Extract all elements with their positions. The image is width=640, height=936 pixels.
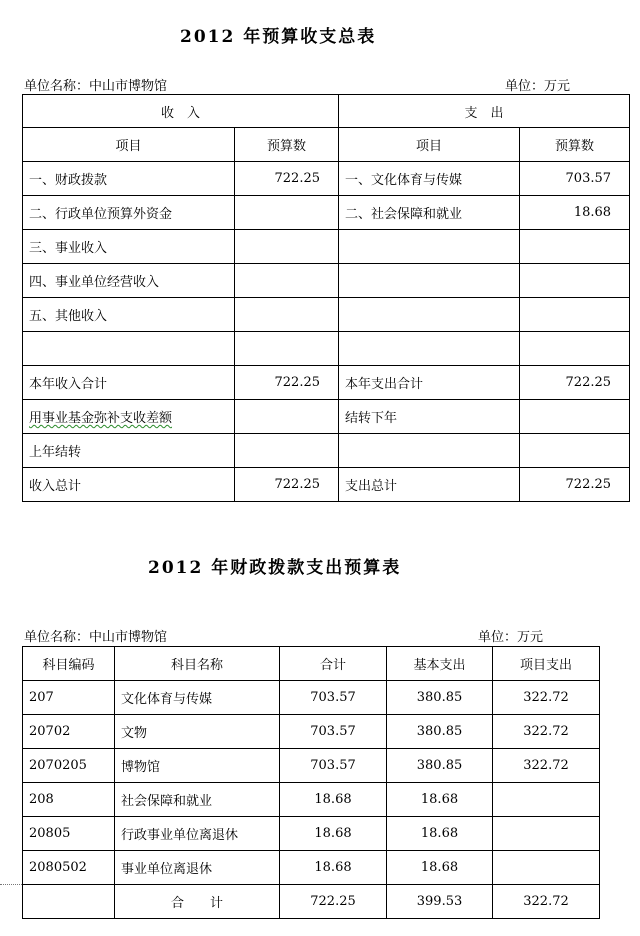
income-item <box>23 332 235 366</box>
table-row <box>23 681 600 715</box>
income-amount <box>235 332 339 366</box>
table2-unit-name: 单位名称：中山市博物馆 <box>24 630 168 645</box>
expense-amount <box>520 230 630 264</box>
table1-unit-name: 单位名称：中山市博物馆 <box>24 79 168 94</box>
page-break-line <box>0 884 22 885</box>
column-header: 科目编码 <box>23 647 115 681</box>
expense-amount: 722.25 <box>520 468 630 502</box>
table-row <box>23 298 630 332</box>
subject-code <box>23 885 115 919</box>
basic-expense: 18.68 <box>387 817 493 851</box>
income-item <box>23 400 235 434</box>
subject-name: 文化体育与传媒 <box>115 681 280 715</box>
income-item: 二、行政单位预算外资金 <box>23 196 235 230</box>
column-header: 科目名称 <box>115 647 280 681</box>
table2-column-row <box>23 647 600 681</box>
project-expense: 322.72 <box>493 715 600 749</box>
income-item: 收入总计 <box>23 468 235 502</box>
column-header: 预算数 <box>235 128 339 162</box>
total-amount: 18.68 <box>280 817 387 851</box>
income-amount <box>235 196 339 230</box>
project-expense <box>493 817 600 851</box>
income-amount: 722.25 <box>235 366 339 400</box>
basic-expense: 380.85 <box>387 749 493 783</box>
table-row <box>23 332 630 366</box>
subject-code: 2080502 <box>23 851 115 885</box>
income-item: 上年结转 <box>23 434 235 468</box>
income-amount <box>235 434 339 468</box>
table-row <box>23 851 600 885</box>
expense-header: 支 出 <box>339 95 630 128</box>
table1-header-row <box>23 95 630 128</box>
expense-amount: 18.68 <box>520 196 630 230</box>
table-row <box>23 162 630 196</box>
table-row <box>23 434 630 468</box>
table2-unit: 单位：万元 <box>478 630 544 645</box>
expense-item <box>339 434 520 468</box>
table-total-row <box>23 885 600 919</box>
expense-item: 一、文化体育与传媒 <box>339 162 520 196</box>
subject-name: 文物 <box>115 715 280 749</box>
table2-title: 2012 年财政拨款支出预算表 <box>148 558 402 578</box>
column-header: 项目 <box>23 128 235 162</box>
expense-item: 结转下年 <box>339 400 520 434</box>
table-row <box>23 366 630 400</box>
subject-name: 行政事业单位离退休 <box>115 817 280 851</box>
project-expense <box>493 783 600 817</box>
project-expense: 322.72 <box>493 749 600 783</box>
total-amount: 18.68 <box>280 783 387 817</box>
table-row <box>23 817 600 851</box>
table-row <box>23 400 630 434</box>
income-item: 一、财政拨款 <box>23 162 235 196</box>
income-amount <box>235 264 339 298</box>
project-expense <box>493 851 600 885</box>
subject-code: 208 <box>23 783 115 817</box>
column-header: 合计 <box>280 647 387 681</box>
subject-name: 博物馆 <box>115 749 280 783</box>
income-amount <box>235 230 339 264</box>
budget-summary-table <box>22 94 630 502</box>
total-amount: 18.68 <box>280 851 387 885</box>
income-item-text: 用事业基金弥补支收差额 <box>29 411 173 426</box>
subject-code: 20805 <box>23 817 115 851</box>
table-row <box>23 230 630 264</box>
subject-name: 合 计 <box>115 885 280 919</box>
expense-item: 本年支出合计 <box>339 366 520 400</box>
table-row <box>23 196 630 230</box>
income-amount <box>235 298 339 332</box>
subject-code: 2070205 <box>23 749 115 783</box>
income-item: 三、事业收入 <box>23 230 235 264</box>
basic-expense: 18.68 <box>387 851 493 885</box>
table1-unit: 单位：万元 <box>505 79 571 94</box>
subject-code: 207 <box>23 681 115 715</box>
table-row <box>23 749 600 783</box>
basic-expense: 18.68 <box>387 783 493 817</box>
income-amount: 722.25 <box>235 162 339 196</box>
income-header: 收 入 <box>23 95 339 128</box>
income-item: 本年收入合计 <box>23 366 235 400</box>
table1-column-row <box>23 128 630 162</box>
expense-item <box>339 230 520 264</box>
expense-amount: 703.57 <box>520 162 630 196</box>
expense-amount: 722.25 <box>520 366 630 400</box>
column-header: 基本支出 <box>387 647 493 681</box>
expense-amount <box>520 298 630 332</box>
table-row <box>23 783 600 817</box>
expense-amount <box>520 400 630 434</box>
expense-amount <box>520 434 630 468</box>
total-amount: 703.57 <box>280 749 387 783</box>
table-row <box>23 264 630 298</box>
total-amount: 703.57 <box>280 715 387 749</box>
subject-code: 20702 <box>23 715 115 749</box>
project-expense: 322.72 <box>493 885 600 919</box>
project-expense: 322.72 <box>493 681 600 715</box>
table-row <box>23 715 600 749</box>
total-amount: 722.25 <box>280 885 387 919</box>
income-amount <box>235 400 339 434</box>
subject-name: 社会保障和就业 <box>115 783 280 817</box>
income-item: 四、事业单位经营收入 <box>23 264 235 298</box>
total-amount: 703.57 <box>280 681 387 715</box>
expense-item <box>339 332 520 366</box>
expense-item: 二、社会保障和就业 <box>339 196 520 230</box>
expense-item <box>339 264 520 298</box>
basic-expense: 399.53 <box>387 885 493 919</box>
column-header: 预算数 <box>520 128 630 162</box>
table-row <box>23 468 630 502</box>
basic-expense: 380.85 <box>387 681 493 715</box>
basic-expense: 380.85 <box>387 715 493 749</box>
expense-amount <box>520 264 630 298</box>
subject-name: 事业单位离退休 <box>115 851 280 885</box>
expense-amount <box>520 332 630 366</box>
table1-title: 2012 年预算收支总表 <box>180 27 377 47</box>
expense-item <box>339 298 520 332</box>
column-header: 项目支出 <box>493 647 600 681</box>
column-header: 项目 <box>339 128 520 162</box>
income-amount: 722.25 <box>235 468 339 502</box>
fiscal-expenditure-table <box>22 646 600 919</box>
expense-item: 支出总计 <box>339 468 520 502</box>
income-item: 五、其他收入 <box>23 298 235 332</box>
